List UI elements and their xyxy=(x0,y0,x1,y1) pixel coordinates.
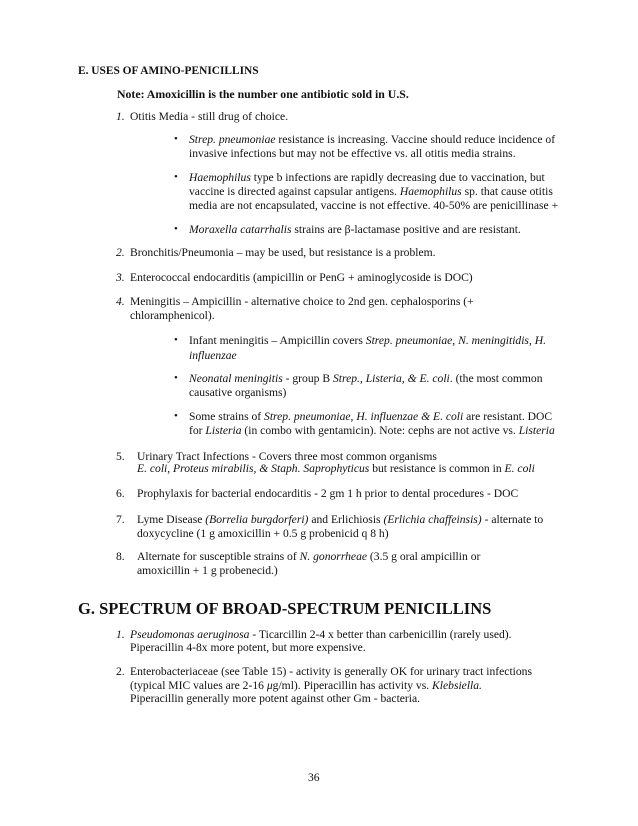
item-4-number: 4. xyxy=(116,295,125,308)
item-1-number: 1. xyxy=(116,110,125,123)
item-8-line-2: amoxicillin + 1 g probenecid.) xyxy=(137,564,278,577)
note-line: Note: Amoxicillin is the number one antibiotic sold in U.S. xyxy=(117,87,409,101)
g-item-2-text: Enterobacteriaceae (see Table 15) - activity is generally OK for urinary tract infections xyxy=(130,665,532,678)
section-e-heading: E. USES OF AMINO-PENICILLINS xyxy=(78,65,259,77)
item-1-bullet-3: Moraxella catarrhalis strains are β-lactamase positive and are resistant. xyxy=(189,223,521,236)
page-number: 36 xyxy=(308,771,320,784)
item-4-bullet-1: Infant meningitis – Ampicillin covers Strep. pneumoniae, N. meningitidis, H. xyxy=(189,334,547,347)
item-6-number: 6. xyxy=(116,487,125,500)
item-4-bullet-1-line-2: influenzae xyxy=(189,349,237,362)
bullet-icon: • xyxy=(174,410,178,422)
item-4-text: Meningitis – Ampicillin - alternative choice to 2nd gen. cephalosporins (+ xyxy=(130,295,474,308)
g-item-1-number: 1. xyxy=(116,628,125,641)
item-1-text: Otitis Media - still drug of choice. xyxy=(130,110,289,123)
item-1-bullet-1: Strep. pneumoniae resistance is increasing. Vaccine should reduce incidence of xyxy=(189,133,556,146)
item-5-line-2: E. coli, Proteus mirabilis, & Staph. Saprophyticus but resistance is common in E. coli xyxy=(137,462,535,475)
bullet-icon: • xyxy=(174,223,178,235)
bullet-icon: • xyxy=(174,171,178,183)
item-1-bullet-2-line-2: vaccine is directed against capsular antigens. Haemophilus sp. that cause otitis xyxy=(189,185,553,198)
item-2-number: 2. xyxy=(116,246,125,259)
g-item-1-text: Pseudomonas aeruginosa - Ticarcillin 2-4 x better than carbenicillin (rarely used). xyxy=(130,628,512,641)
item-3-text: Enterococcal endocarditis (ampicillin or PenG + aminoglycoside is DOC) xyxy=(130,271,473,284)
section-g-heading: G. SPECTRUM OF BROAD-SPECTRUM PENICILLINS xyxy=(78,599,492,618)
item-7-line-2: doxycycline (1 g amoxicillin + 0.5 g probenicid q 8 h) xyxy=(137,527,389,540)
item-5-text: Urinary Tract Infections - Covers three most common organisms xyxy=(137,450,437,463)
g-item-1-line-2: Piperacillin 4-8x more potent, but more expensive. xyxy=(130,641,366,654)
bullet-icon: • xyxy=(174,133,178,145)
bullet-icon: • xyxy=(174,372,178,384)
item-8-text: Alternate for susceptible strains of N. gonorrheae (3.5 g oral ampicillin or xyxy=(137,550,481,563)
item-5-number: 5. xyxy=(116,450,125,463)
item-4-line-2: chloramphenicol). xyxy=(130,309,215,322)
item-4-bullet-2: Neonatal meningitis - group B Strep., Listeria, & E. coli. (the most common xyxy=(189,372,543,385)
item-4-bullet-3: Some strains of Strep. pneumoniae, H. influenzae & E. coli are resistant. DOC xyxy=(189,410,553,423)
g-item-2-line-3: Piperacillin generally more potent against other Gm - bacteria. xyxy=(130,692,421,705)
item-4-bullet-3-line-2: for Listeria (in combo with gentamicin). Note: cephs are not active vs. Listeria xyxy=(189,424,555,437)
item-7-text: Lyme Disease (Borrelia burgdorferi) and Erlichiosis (Erlichia chaffeinsis) - alternate to xyxy=(137,513,544,526)
bullet-icon: • xyxy=(174,334,178,346)
item-6-text: Prophylaxis for bacterial endocarditis - 2 gm 1 h prior to dental procedures - DOC xyxy=(137,487,519,500)
item-4-bullet-2-line-2: causative organisms) xyxy=(189,386,287,399)
g-item-2-line-2: (typical MIC values are 2-16 μg/ml). Piperacillin has activity vs. Klebsiella. xyxy=(130,679,482,692)
item-2-text: Bronchitis/Pneumonia – may be used, but resistance is a problem. xyxy=(130,246,436,259)
item-1-bullet-2: Haemophilus type b infections are rapidly decreasing due to vaccination, but xyxy=(189,171,545,184)
item-7-number: 7. xyxy=(116,513,125,526)
item-1-bullet-1-line-2: invasive infections but may not be effective vs. all otitis media strains. xyxy=(189,147,516,160)
item-1-bullet-2-line-3: media are not encapsulated, vaccine is not effective. 40-50% are penicillinase + xyxy=(189,199,559,212)
g-item-2-number: 2. xyxy=(116,665,125,678)
item-8-number: 8. xyxy=(116,550,125,563)
item-3-number: 3. xyxy=(116,271,125,284)
